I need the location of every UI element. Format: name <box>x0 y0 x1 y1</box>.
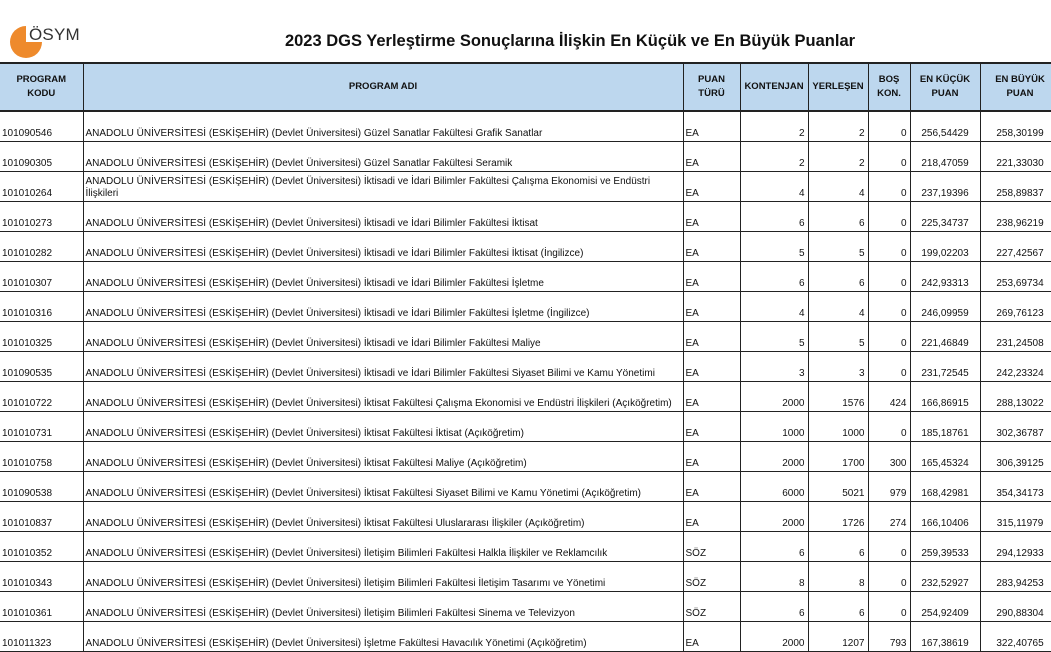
max-score-cell: 253,69734 <box>980 262 1051 292</box>
quota-cell: 4 <box>740 292 808 322</box>
placed-cell: 6 <box>808 592 868 622</box>
vacant-cell: 0 <box>868 352 910 382</box>
column-header-label: PUAN <box>698 74 725 85</box>
logo-text: ÖSYM <box>29 25 80 44</box>
placed-cell: 1207 <box>808 622 868 652</box>
placed-cell: 4 <box>808 292 868 322</box>
quota-cell: 8 <box>740 562 808 592</box>
column-header-en-buyuk-puan <box>980 63 1051 111</box>
program-code-cell: 101010731 <box>0 412 83 442</box>
program-code-cell: 101090305 <box>0 142 83 172</box>
placed-cell: 1576 <box>808 382 868 412</box>
placed-cell: 2 <box>808 111 868 142</box>
quota-cell: 3 <box>740 352 808 382</box>
max-score-cell: 306,39125 <box>980 442 1051 472</box>
program-code-cell: 101090546 <box>0 111 83 142</box>
table-row <box>0 352 1051 382</box>
vacant-cell: 300 <box>868 442 910 472</box>
quota-cell: 6 <box>740 262 808 292</box>
program-name-cell: ANADOLU ÜNİVERSİTESİ (ESKİŞEHİR) (Devlet Üniversitesi) İletişim Bilimleri Fakültesi Sinema ve Televizyon <box>83 592 683 622</box>
min-score-cell: 256,54429 <box>910 111 980 142</box>
column-header-bos-kon <box>868 63 910 111</box>
quota-cell: 5 <box>740 322 808 352</box>
score-type-cell: EA <box>683 442 740 472</box>
score-type-cell: EA <box>683 412 740 442</box>
program-name-cell: ANADOLU ÜNİVERSİTESİ (ESKİŞEHİR) (Devlet Üniversitesi) İktisadi ve İdari Bilimler Fakültesi Maliye <box>83 322 683 352</box>
table-row <box>0 622 1051 652</box>
quota-cell: 1000 <box>740 412 808 442</box>
program-code-cell: 101010352 <box>0 532 83 562</box>
column-header-label: PROGRAM <box>16 74 67 85</box>
program-code-cell: 101010722 <box>0 382 83 412</box>
max-score-cell: 227,42567 <box>980 232 1051 262</box>
min-score-cell: 242,93313 <box>910 262 980 292</box>
program-name-cell: ANADOLU ÜNİVERSİTESİ (ESKİŞEHİR) (Devlet Üniversitesi) İktisadi ve İdari Bilimler Fakültesi İktisat (İngilizce) <box>83 232 683 262</box>
max-score-cell: 258,30199 <box>980 111 1051 142</box>
placed-cell: 5 <box>808 322 868 352</box>
max-score-cell: 269,76123 <box>980 292 1051 322</box>
placed-cell: 1726 <box>808 502 868 532</box>
score-type-cell: EA <box>683 202 740 232</box>
program-name-cell: ANADOLU ÜNİVERSİTESİ (ESKİŞEHİR) (Devlet Üniversitesi) Güzel Sanatlar Fakültesi Grafik Sanatlar <box>83 111 683 142</box>
program-code-cell: 101090538 <box>0 472 83 502</box>
column-header-label: EN KÜÇÜK <box>919 74 971 85</box>
score-type-cell: EA <box>683 322 740 352</box>
min-score-cell: 221,46849 <box>910 322 980 352</box>
min-score-cell: 168,42981 <box>910 472 980 502</box>
program-code-cell: 101010264 <box>0 172 83 202</box>
score-type-cell: SÖZ <box>683 532 740 562</box>
table-row <box>0 502 1051 532</box>
placed-cell: 1700 <box>808 442 868 472</box>
max-score-cell: 288,13022 <box>980 382 1051 412</box>
score-type-cell: EA <box>683 142 740 172</box>
min-score-cell: 231,72545 <box>910 352 980 382</box>
vacant-cell: 0 <box>868 592 910 622</box>
placed-cell: 5021 <box>808 472 868 502</box>
vacant-cell: 0 <box>868 172 910 202</box>
program-name-cell: ANADOLU ÜNİVERSİTESİ (ESKİŞEHİR) (Devlet Üniversitesi) İletişim Bilimleri Fakültesi Halkla İlişkiler ve Reklamcılık <box>83 532 683 562</box>
placed-cell: 6 <box>808 262 868 292</box>
vacant-cell: 0 <box>868 532 910 562</box>
score-type-cell: EA <box>683 472 740 502</box>
program-code-cell: 101010307 <box>0 262 83 292</box>
min-score-cell: 166,86915 <box>910 382 980 412</box>
min-score-cell: 185,18761 <box>910 412 980 442</box>
table-row <box>0 262 1051 292</box>
program-name-cell: ANADOLU ÜNİVERSİTESİ (ESKİŞEHİR) (Devlet Üniversitesi) İşletme Fakültesi Havacılık Yönetimi (Açıköğretim) <box>83 622 683 652</box>
table-row <box>0 382 1051 412</box>
score-type-cell: EA <box>683 352 740 382</box>
program-name-cell: ANADOLU ÜNİVERSİTESİ (ESKİŞEHİR) (Devlet Üniversitesi) İktisadi ve İdari Bilimler Fakültesi Çalışma Ekonomisi ve Endüstri İlişkileri <box>83 172 683 202</box>
program-code-cell: 101010343 <box>0 562 83 592</box>
placed-cell: 4 <box>808 172 868 202</box>
table-header-row <box>0 63 1051 111</box>
score-type-cell: EA <box>683 622 740 652</box>
column-header-label: KODU <box>27 88 56 99</box>
quota-cell: 2000 <box>740 442 808 472</box>
min-score-cell: 237,19396 <box>910 172 980 202</box>
program-name-cell: ANADOLU ÜNİVERSİTESİ (ESKİŞEHİR) (Devlet Üniversitesi) Güzel Sanatlar Fakültesi Seramik <box>83 142 683 172</box>
program-name-cell: ANADOLU ÜNİVERSİTESİ (ESKİŞEHİR) (Devlet Üniversitesi) İktisat Fakültesi Çalışma Ekonomisi ve Endüstri İlişkileri (Açıköğretim) <box>83 382 683 412</box>
min-score-cell: 218,47059 <box>910 142 980 172</box>
quota-cell: 6 <box>740 202 808 232</box>
quota-cell: 2000 <box>740 622 808 652</box>
vacant-cell: 0 <box>868 232 910 262</box>
program-code-cell: 101010316 <box>0 292 83 322</box>
min-score-cell: 246,09959 <box>910 292 980 322</box>
vacant-cell: 979 <box>868 472 910 502</box>
vacant-cell: 0 <box>868 412 910 442</box>
column-header-puan-turu <box>683 63 740 111</box>
quota-cell: 2 <box>740 142 808 172</box>
max-score-cell: 290,88304 <box>980 592 1051 622</box>
min-score-cell: 232,52927 <box>910 562 980 592</box>
vacant-cell: 274 <box>868 502 910 532</box>
column-header-kontenjan <box>740 63 808 111</box>
max-score-cell: 258,89837 <box>980 172 1051 202</box>
page-title: 2023 DGS Yerleştirme Sonuçlarına İlişkin En Küçük ve En Büyük Puanlar <box>284 32 856 50</box>
column-header-label: PROGRAM ADI <box>348 81 418 92</box>
quota-cell: 6 <box>740 532 808 562</box>
program-code-cell: 101010325 <box>0 322 83 352</box>
min-score-cell: 225,34737 <box>910 202 980 232</box>
min-score-cell: 166,10406 <box>910 502 980 532</box>
score-type-cell: EA <box>683 262 740 292</box>
results-table <box>0 62 1051 652</box>
quota-cell: 4 <box>740 172 808 202</box>
max-score-cell: 221,33030 <box>980 142 1051 172</box>
table-row <box>0 172 1051 202</box>
program-name-cell: ANADOLU ÜNİVERSİTESİ (ESKİŞEHİR) (Devlet Üniversitesi) İktisadi ve İdari Bilimler Fakültesi İktisat <box>83 202 683 232</box>
quota-cell: 5 <box>740 232 808 262</box>
column-header-label: EN BÜYÜK <box>995 74 1045 85</box>
placed-cell: 1000 <box>808 412 868 442</box>
min-score-cell: 165,45324 <box>910 442 980 472</box>
program-code-cell: 101010273 <box>0 202 83 232</box>
placed-cell: 6 <box>808 532 868 562</box>
program-code-cell: 101090535 <box>0 352 83 382</box>
vacant-cell: 0 <box>868 262 910 292</box>
placed-cell: 8 <box>808 562 868 592</box>
program-name-cell: ANADOLU ÜNİVERSİTESİ (ESKİŞEHİR) (Devlet Üniversitesi) İktisat Fakültesi Uluslararası İlişkiler (Açıköğretim) <box>83 502 683 532</box>
quota-cell: 2 <box>740 111 808 142</box>
column-header-yerlesen <box>808 63 868 111</box>
table-row <box>0 412 1051 442</box>
column-header-label: PUAN <box>931 88 959 99</box>
column-header-program-adi <box>83 63 683 111</box>
program-name-cell: ANADOLU ÜNİVERSİTESİ (ESKİŞEHİR) (Devlet Üniversitesi) İletişim Bilimleri Fakültesi İletişim Tasarımı ve Yönetimi <box>83 562 683 592</box>
table-body <box>0 111 1051 652</box>
min-score-cell: 199,02203 <box>910 232 980 262</box>
vacant-cell: 0 <box>868 111 910 142</box>
vacant-cell: 0 <box>868 202 910 232</box>
score-type-cell: EA <box>683 292 740 322</box>
column-header-label: KON. <box>877 88 901 99</box>
score-type-cell: SÖZ <box>683 592 740 622</box>
max-score-cell: 354,34173 <box>980 472 1051 502</box>
max-score-cell: 242,23324 <box>980 352 1051 382</box>
quota-cell: 6000 <box>740 472 808 502</box>
column-header-label: BOŞ <box>878 74 900 85</box>
placed-cell: 5 <box>808 232 868 262</box>
program-name-cell: ANADOLU ÜNİVERSİTESİ (ESKİŞEHİR) (Devlet Üniversitesi) İktisadi ve İdari Bilimler Fakültesi Siyaset Bilimi ve Kamu Yönetimi <box>83 352 683 382</box>
program-name-cell: ANADOLU ÜNİVERSİTESİ (ESKİŞEHİR) (Devlet Üniversitesi) İktisadi ve İdari Bilimler Fakültesi İşletme <box>83 262 683 292</box>
program-code-cell: 101010282 <box>0 232 83 262</box>
placed-cell: 3 <box>808 352 868 382</box>
program-code-cell: 101011323 <box>0 622 83 652</box>
placed-cell: 6 <box>808 202 868 232</box>
table-row <box>0 592 1051 622</box>
column-header-program-kodu <box>0 63 83 111</box>
column-header-en-kucuk-puan <box>910 63 980 111</box>
column-header-label: PUAN <box>1006 88 1034 99</box>
max-score-cell: 302,36787 <box>980 412 1051 442</box>
score-type-cell: SÖZ <box>683 562 740 592</box>
score-type-cell: EA <box>683 111 740 142</box>
score-type-cell: EA <box>683 502 740 532</box>
table-row <box>0 322 1051 352</box>
vacant-cell: 0 <box>868 292 910 322</box>
vacant-cell: 0 <box>868 142 910 172</box>
table-row <box>0 532 1051 562</box>
table-row <box>0 111 1051 142</box>
table-row <box>0 562 1051 592</box>
max-score-cell: 294,12933 <box>980 532 1051 562</box>
score-type-cell: EA <box>683 172 740 202</box>
quota-cell: 2000 <box>740 382 808 412</box>
table-row <box>0 472 1051 502</box>
min-score-cell: 167,38619 <box>910 622 980 652</box>
placed-cell: 2 <box>808 142 868 172</box>
min-score-cell: 259,39533 <box>910 532 980 562</box>
column-header-label: TÜRÜ <box>698 88 725 99</box>
max-score-cell: 322,40765 <box>980 622 1051 652</box>
score-type-cell: EA <box>683 232 740 262</box>
program-name-cell: ANADOLU ÜNİVERSİTESİ (ESKİŞEHİR) (Devlet Üniversitesi) İktisat Fakültesi Siyaset Bilimi ve Kamu Yönetimi (Açıköğretim) <box>83 472 683 502</box>
max-score-cell: 283,94253 <box>980 562 1051 592</box>
vacant-cell: 0 <box>868 322 910 352</box>
column-header-label: KONTENJAN <box>744 81 804 92</box>
table-row <box>0 442 1051 472</box>
program-name-cell: ANADOLU ÜNİVERSİTESİ (ESKİŞEHİR) (Devlet Üniversitesi) İktisat Fakültesi İktisat (Açıköğretim) <box>83 412 683 442</box>
quota-cell: 2000 <box>740 502 808 532</box>
min-score-cell: 254,92409 <box>910 592 980 622</box>
program-code-cell: 101010361 <box>0 592 83 622</box>
column-header-label: YERLEŞEN <box>812 81 864 92</box>
max-score-cell: 231,24508 <box>980 322 1051 352</box>
program-code-cell: 101010837 <box>0 502 83 532</box>
max-score-cell: 315,11979 <box>980 502 1051 532</box>
vacant-cell: 424 <box>868 382 910 412</box>
program-name-cell: ANADOLU ÜNİVERSİTESİ (ESKİŞEHİR) (Devlet Üniversitesi) İktisadi ve İdari Bilimler Fakültesi İşletme (İngilizce) <box>83 292 683 322</box>
table-row <box>0 202 1051 232</box>
max-score-cell: 238,96219 <box>980 202 1051 232</box>
score-type-cell: EA <box>683 382 740 412</box>
vacant-cell: 0 <box>868 562 910 592</box>
vacant-cell: 793 <box>868 622 910 652</box>
program-name-cell: ANADOLU ÜNİVERSİTESİ (ESKİŞEHİR) (Devlet Üniversitesi) İktisat Fakültesi Maliye (Açıköğretim) <box>83 442 683 472</box>
table-row <box>0 232 1051 262</box>
program-code-cell: 101010758 <box>0 442 83 472</box>
quota-cell: 6 <box>740 592 808 622</box>
table-row <box>0 292 1051 322</box>
table-row <box>0 142 1051 172</box>
